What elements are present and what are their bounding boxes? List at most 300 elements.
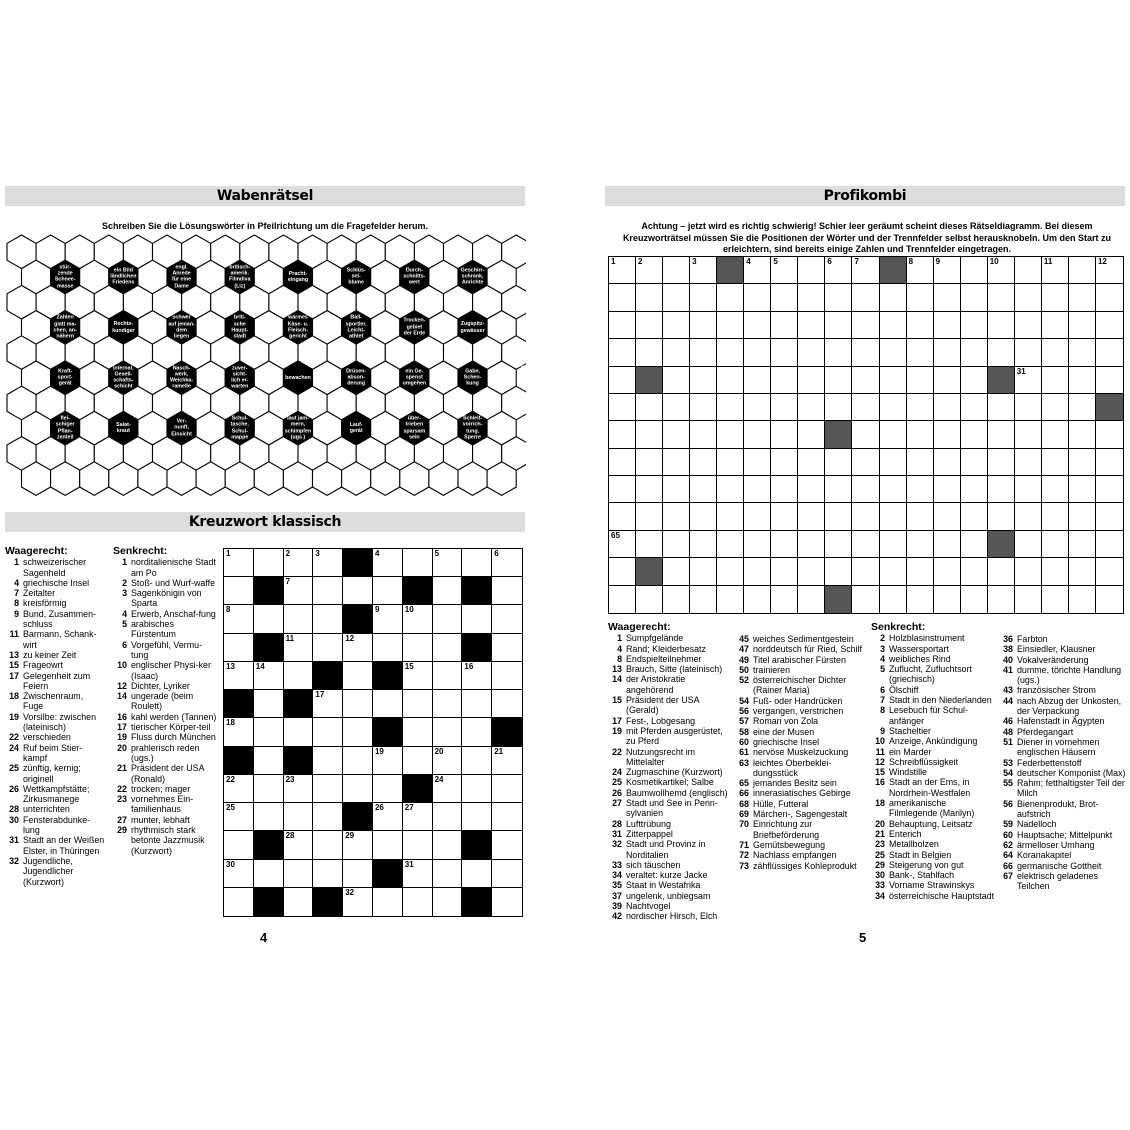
grid-cell[interactable] xyxy=(961,531,988,558)
grid-cell[interactable] xyxy=(663,339,690,366)
grid-cell[interactable] xyxy=(798,503,825,530)
grid-cell[interactable] xyxy=(1042,367,1069,394)
grid-cell[interactable] xyxy=(825,449,852,476)
grid-cell[interactable] xyxy=(492,831,522,859)
grid-cell[interactable] xyxy=(1096,421,1123,448)
grid-cell[interactable] xyxy=(907,531,934,558)
grid-cell[interactable] xyxy=(798,449,825,476)
grid-cell[interactable] xyxy=(609,449,636,476)
grid-cell[interactable] xyxy=(771,257,798,284)
grid-cell[interactable] xyxy=(1069,312,1096,339)
grid-cell[interactable] xyxy=(313,634,343,662)
grid-cell[interactable] xyxy=(1069,284,1096,311)
grid-cell[interactable] xyxy=(717,312,744,339)
grid-cell[interactable] xyxy=(744,394,771,421)
grid-cell[interactable] xyxy=(1015,476,1042,503)
grid-cell[interactable] xyxy=(961,312,988,339)
grid-cell[interactable] xyxy=(1015,394,1042,421)
grid-cell[interactable] xyxy=(988,284,1015,311)
grid-cell[interactable] xyxy=(717,476,744,503)
grid-cell[interactable] xyxy=(254,662,284,690)
grid-cell[interactable] xyxy=(934,449,961,476)
grid-cell[interactable] xyxy=(343,747,373,775)
grid-cell[interactable] xyxy=(907,449,934,476)
grid-cell[interactable] xyxy=(988,503,1015,530)
grid-cell[interactable] xyxy=(717,586,744,613)
grid-cell[interactable] xyxy=(492,803,522,831)
grid-cell[interactable] xyxy=(825,367,852,394)
grid-cell[interactable] xyxy=(1015,257,1042,284)
grid-cell[interactable] xyxy=(961,449,988,476)
grid-cell[interactable] xyxy=(492,634,522,662)
grid-cell[interactable] xyxy=(1042,449,1069,476)
grid-cell[interactable] xyxy=(284,860,314,888)
grid-cell[interactable] xyxy=(433,577,463,605)
grid-cell[interactable] xyxy=(771,421,798,448)
grid-cell[interactable] xyxy=(663,284,690,311)
grid-cell[interactable] xyxy=(343,888,373,916)
grid-cell[interactable] xyxy=(690,367,717,394)
grid-cell[interactable] xyxy=(880,531,907,558)
grid-cell[interactable] xyxy=(961,394,988,421)
grid-cell[interactable] xyxy=(934,394,961,421)
grid-cell[interactable] xyxy=(609,394,636,421)
grid-cell[interactable] xyxy=(663,476,690,503)
grid-cell[interactable] xyxy=(907,257,934,284)
grid-cell[interactable] xyxy=(690,558,717,585)
grid-cell[interactable] xyxy=(880,558,907,585)
grid-cell[interactable] xyxy=(433,775,463,803)
grid-cell[interactable] xyxy=(825,476,852,503)
grid-cell[interactable] xyxy=(961,476,988,503)
grid-cell[interactable] xyxy=(1042,531,1069,558)
grid-cell[interactable] xyxy=(373,605,403,633)
grid-cell[interactable] xyxy=(1042,339,1069,366)
grid-cell[interactable] xyxy=(224,831,254,859)
grid-cell[interactable] xyxy=(492,549,522,577)
grid-cell[interactable] xyxy=(284,549,314,577)
grid-cell[interactable] xyxy=(313,860,343,888)
grid-cell[interactable] xyxy=(825,284,852,311)
grid-cell[interactable] xyxy=(744,449,771,476)
grid-cell[interactable] xyxy=(224,860,254,888)
grid-cell[interactable] xyxy=(988,421,1015,448)
grid-cell[interactable] xyxy=(663,531,690,558)
grid-cell[interactable] xyxy=(284,605,314,633)
grid-cell[interactable] xyxy=(492,662,522,690)
grid-cell[interactable] xyxy=(852,449,879,476)
grid-cell[interactable] xyxy=(771,558,798,585)
grid-cell[interactable] xyxy=(744,312,771,339)
grid-cell[interactable] xyxy=(224,775,254,803)
grid-cell[interactable] xyxy=(880,394,907,421)
grid-cell[interactable] xyxy=(744,476,771,503)
grid-cell[interactable] xyxy=(403,747,433,775)
grid-cell[interactable] xyxy=(313,718,343,746)
grid-cell[interactable] xyxy=(717,531,744,558)
grid-cell[interactable] xyxy=(880,449,907,476)
grid-cell[interactable] xyxy=(880,586,907,613)
grid-cell[interactable] xyxy=(433,831,463,859)
grid-cell[interactable] xyxy=(1096,312,1123,339)
grid-cell[interactable] xyxy=(313,577,343,605)
grid-cell[interactable] xyxy=(373,888,403,916)
grid-cell[interactable] xyxy=(224,718,254,746)
grid-cell[interactable] xyxy=(1015,531,1042,558)
grid-cell[interactable] xyxy=(492,860,522,888)
grid-cell[interactable] xyxy=(690,531,717,558)
grid-cell[interactable] xyxy=(1042,558,1069,585)
grid-cell[interactable] xyxy=(1015,558,1042,585)
grid-cell[interactable] xyxy=(825,558,852,585)
grid-cell[interactable] xyxy=(609,531,636,558)
grid-cell[interactable] xyxy=(462,605,492,633)
grid-cell[interactable] xyxy=(798,284,825,311)
grid-cell[interactable] xyxy=(825,503,852,530)
grid-cell[interactable] xyxy=(313,690,343,718)
grid-cell[interactable] xyxy=(1015,339,1042,366)
grid-cell[interactable] xyxy=(798,558,825,585)
grid-cell[interactable] xyxy=(373,747,403,775)
grid-cell[interactable] xyxy=(433,803,463,831)
grid-cell[interactable] xyxy=(609,312,636,339)
grid-cell[interactable] xyxy=(988,476,1015,503)
grid-cell[interactable] xyxy=(771,449,798,476)
grid-cell[interactable] xyxy=(1015,449,1042,476)
grid-cell[interactable] xyxy=(313,605,343,633)
grid-cell[interactable] xyxy=(609,257,636,284)
grid-cell[interactable] xyxy=(663,312,690,339)
grid-cell[interactable] xyxy=(1015,586,1042,613)
grid-cell[interactable] xyxy=(663,586,690,613)
grid-cell[interactable] xyxy=(771,284,798,311)
grid-cell[interactable] xyxy=(609,339,636,366)
grid-cell[interactable] xyxy=(373,775,403,803)
grid-cell[interactable] xyxy=(771,312,798,339)
grid-cell[interactable] xyxy=(690,476,717,503)
grid-cell[interactable] xyxy=(636,339,663,366)
grid-cell[interactable] xyxy=(1069,257,1096,284)
grid-cell[interactable] xyxy=(609,586,636,613)
grid-cell[interactable] xyxy=(988,312,1015,339)
grid-cell[interactable] xyxy=(907,586,934,613)
grid-cell[interactable] xyxy=(284,888,314,916)
grid-cell[interactable] xyxy=(852,421,879,448)
grid-cell[interactable] xyxy=(907,312,934,339)
grid-cell[interactable] xyxy=(880,476,907,503)
grid-cell[interactable] xyxy=(663,558,690,585)
grid-cell[interactable] xyxy=(880,339,907,366)
grid-cell[interactable] xyxy=(690,339,717,366)
grid-cell[interactable] xyxy=(771,476,798,503)
grid-cell[interactable] xyxy=(313,831,343,859)
grid-cell[interactable] xyxy=(1096,339,1123,366)
grid-cell[interactable] xyxy=(224,577,254,605)
grid-cell[interactable] xyxy=(798,531,825,558)
grid-cell[interactable] xyxy=(313,775,343,803)
grid-cell[interactable] xyxy=(934,558,961,585)
grid-cell[interactable] xyxy=(880,284,907,311)
grid-cell[interactable] xyxy=(343,831,373,859)
grid-cell[interactable] xyxy=(224,888,254,916)
grid-cell[interactable] xyxy=(284,718,314,746)
grid-cell[interactable] xyxy=(934,531,961,558)
grid-cell[interactable] xyxy=(717,367,744,394)
grid-cell[interactable] xyxy=(907,476,934,503)
grid-cell[interactable] xyxy=(609,421,636,448)
grid-cell[interactable] xyxy=(433,690,463,718)
grid-cell[interactable] xyxy=(1042,394,1069,421)
grid-cell[interactable] xyxy=(462,662,492,690)
grid-cell[interactable] xyxy=(744,421,771,448)
grid-cell[interactable] xyxy=(798,367,825,394)
grid-cell[interactable] xyxy=(852,312,879,339)
grid-cell[interactable] xyxy=(462,718,492,746)
grid-cell[interactable] xyxy=(690,449,717,476)
grid-cell[interactable] xyxy=(1096,257,1123,284)
grid-cell[interactable] xyxy=(961,558,988,585)
grid-cell[interactable] xyxy=(254,605,284,633)
grid-cell[interactable] xyxy=(934,367,961,394)
grid-cell[interactable] xyxy=(313,803,343,831)
grid-cell[interactable] xyxy=(433,888,463,916)
grid-cell[interactable] xyxy=(852,503,879,530)
grid-cell[interactable] xyxy=(934,503,961,530)
grid-cell[interactable] xyxy=(663,367,690,394)
grid-cell[interactable] xyxy=(1042,476,1069,503)
grid-cell[interactable] xyxy=(492,690,522,718)
grid-cell[interactable] xyxy=(403,803,433,831)
grid-cell[interactable] xyxy=(771,367,798,394)
grid-cell[interactable] xyxy=(609,476,636,503)
grid-cell[interactable] xyxy=(1069,503,1096,530)
grid-cell[interactable] xyxy=(825,394,852,421)
grid-cell[interactable] xyxy=(433,860,463,888)
grid-cell[interactable] xyxy=(1015,421,1042,448)
grid-cell[interactable] xyxy=(1096,284,1123,311)
grid-cell[interactable] xyxy=(1042,503,1069,530)
grid-cell[interactable] xyxy=(1096,586,1123,613)
grid-cell[interactable] xyxy=(771,503,798,530)
grid-cell[interactable] xyxy=(663,449,690,476)
grid-cell[interactable] xyxy=(373,803,403,831)
grid-cell[interactable] xyxy=(1069,531,1096,558)
grid-cell[interactable] xyxy=(1096,476,1123,503)
grid-cell[interactable] xyxy=(690,421,717,448)
grid-cell[interactable] xyxy=(343,775,373,803)
grid-cell[interactable] xyxy=(433,718,463,746)
grid-cell[interactable] xyxy=(798,394,825,421)
grid-cell[interactable] xyxy=(907,339,934,366)
grid-cell[interactable] xyxy=(1042,312,1069,339)
grid-cell[interactable] xyxy=(907,421,934,448)
grid-cell[interactable] xyxy=(462,690,492,718)
grid-cell[interactable] xyxy=(433,549,463,577)
grid-cell[interactable] xyxy=(880,503,907,530)
grid-cell[interactable] xyxy=(1015,284,1042,311)
grid-cell[interactable] xyxy=(1069,476,1096,503)
grid-cell[interactable] xyxy=(934,284,961,311)
grid-cell[interactable] xyxy=(663,503,690,530)
grid-cell[interactable] xyxy=(988,257,1015,284)
grid-cell[interactable] xyxy=(798,339,825,366)
grid-cell[interactable] xyxy=(492,577,522,605)
grid-cell[interactable] xyxy=(907,503,934,530)
grid-cell[interactable] xyxy=(961,339,988,366)
grid-cell[interactable] xyxy=(744,503,771,530)
grid-cell[interactable] xyxy=(825,257,852,284)
grid-cell[interactable] xyxy=(1069,421,1096,448)
grid-cell[interactable] xyxy=(492,747,522,775)
grid-cell[interactable] xyxy=(403,888,433,916)
grid-cell[interactable] xyxy=(462,775,492,803)
grid-cell[interactable] xyxy=(636,531,663,558)
grid-cell[interactable] xyxy=(907,558,934,585)
grid-cell[interactable] xyxy=(690,503,717,530)
grid-cell[interactable] xyxy=(343,662,373,690)
grid-cell[interactable] xyxy=(636,503,663,530)
grid-cell[interactable] xyxy=(690,284,717,311)
grid-cell[interactable] xyxy=(343,690,373,718)
grid-cell[interactable] xyxy=(636,257,663,284)
grid-cell[interactable] xyxy=(224,634,254,662)
grid-cell[interactable] xyxy=(403,634,433,662)
grid-cell[interactable] xyxy=(880,421,907,448)
grid-cell[interactable] xyxy=(636,476,663,503)
grid-cell[interactable] xyxy=(403,605,433,633)
grid-cell[interactable] xyxy=(852,339,879,366)
grid-cell[interactable] xyxy=(492,888,522,916)
grid-cell[interactable] xyxy=(825,339,852,366)
grid-cell[interactable] xyxy=(373,577,403,605)
grid-cell[interactable] xyxy=(492,605,522,633)
grid-cell[interactable] xyxy=(254,549,284,577)
grid-cell[interactable] xyxy=(852,586,879,613)
grid-cell[interactable] xyxy=(1069,449,1096,476)
grid-cell[interactable] xyxy=(798,257,825,284)
grid-cell[interactable] xyxy=(284,775,314,803)
grid-cell[interactable] xyxy=(771,586,798,613)
grid-cell[interactable] xyxy=(254,747,284,775)
grid-cell[interactable] xyxy=(462,549,492,577)
grid-cell[interactable] xyxy=(1015,503,1042,530)
grid-cell[interactable] xyxy=(717,284,744,311)
grid-cell[interactable] xyxy=(852,531,879,558)
grid-cell[interactable] xyxy=(433,662,463,690)
grid-cell[interactable] xyxy=(224,803,254,831)
grid-cell[interactable] xyxy=(717,558,744,585)
grid-cell[interactable] xyxy=(961,257,988,284)
grid-cell[interactable] xyxy=(1096,558,1123,585)
grid-cell[interactable] xyxy=(907,394,934,421)
grid-cell[interactable] xyxy=(284,803,314,831)
grid-cell[interactable] xyxy=(663,421,690,448)
grid-cell[interactable] xyxy=(771,394,798,421)
grid-cell[interactable] xyxy=(717,394,744,421)
grid-cell[interactable] xyxy=(462,747,492,775)
grid-cell[interactable] xyxy=(224,662,254,690)
grid-cell[interactable] xyxy=(609,284,636,311)
grid-cell[interactable] xyxy=(462,803,492,831)
grid-cell[interactable] xyxy=(403,718,433,746)
grid-cell[interactable] xyxy=(934,421,961,448)
grid-cell[interactable] xyxy=(433,634,463,662)
grid-cell[interactable] xyxy=(934,312,961,339)
grid-cell[interactable] xyxy=(852,558,879,585)
grid-cell[interactable] xyxy=(1015,367,1042,394)
grid-cell[interactable] xyxy=(636,394,663,421)
grid-cell[interactable] xyxy=(284,662,314,690)
grid-cell[interactable] xyxy=(717,421,744,448)
grid-cell[interactable] xyxy=(961,367,988,394)
grid-cell[interactable] xyxy=(403,860,433,888)
grid-cell[interactable] xyxy=(373,549,403,577)
grid-cell[interactable] xyxy=(961,284,988,311)
grid-cell[interactable] xyxy=(934,476,961,503)
grid-cell[interactable] xyxy=(433,605,463,633)
grid-cell[interactable] xyxy=(907,367,934,394)
grid-cell[interactable] xyxy=(254,690,284,718)
grid-cell[interactable] xyxy=(1042,421,1069,448)
grid-cell[interactable] xyxy=(373,634,403,662)
grid-cell[interactable] xyxy=(852,476,879,503)
grid-cell[interactable] xyxy=(224,605,254,633)
grid-cell[interactable] xyxy=(988,558,1015,585)
grid-cell[interactable] xyxy=(403,662,433,690)
grid-cell[interactable] xyxy=(1069,339,1096,366)
grid-cell[interactable] xyxy=(717,449,744,476)
grid-cell[interactable] xyxy=(961,586,988,613)
grid-cell[interactable] xyxy=(254,860,284,888)
grid-cell[interactable] xyxy=(1096,367,1123,394)
grid-cell[interactable] xyxy=(492,775,522,803)
grid-cell[interactable] xyxy=(798,476,825,503)
grid-cell[interactable] xyxy=(852,367,879,394)
grid-cell[interactable] xyxy=(1042,257,1069,284)
grid-cell[interactable] xyxy=(744,284,771,311)
grid-cell[interactable] xyxy=(961,503,988,530)
grid-cell[interactable] xyxy=(636,284,663,311)
grid-cell[interactable] xyxy=(1042,586,1069,613)
grid-cell[interactable] xyxy=(934,339,961,366)
grid-cell[interactable] xyxy=(1069,558,1096,585)
grid-cell[interactable] xyxy=(636,312,663,339)
grid-cell[interactable] xyxy=(907,284,934,311)
grid-cell[interactable] xyxy=(403,690,433,718)
grid-cell[interactable] xyxy=(744,558,771,585)
grid-cell[interactable] xyxy=(254,803,284,831)
grid-cell[interactable] xyxy=(852,257,879,284)
grid-cell[interactable] xyxy=(1096,531,1123,558)
grid-cell[interactable] xyxy=(343,860,373,888)
grid-cell[interactable] xyxy=(961,421,988,448)
grid-cell[interactable] xyxy=(988,449,1015,476)
grid-cell[interactable] xyxy=(462,860,492,888)
grid-cell[interactable] xyxy=(798,586,825,613)
grid-cell[interactable] xyxy=(880,367,907,394)
grid-cell[interactable] xyxy=(880,312,907,339)
grid-cell[interactable] xyxy=(717,339,744,366)
grid-cell[interactable] xyxy=(284,634,314,662)
grid-cell[interactable] xyxy=(284,831,314,859)
grid-cell[interactable] xyxy=(636,586,663,613)
grid-cell[interactable] xyxy=(771,531,798,558)
grid-cell[interactable] xyxy=(825,531,852,558)
grid-cell[interactable] xyxy=(934,586,961,613)
grid-cell[interactable] xyxy=(609,367,636,394)
grid-cell[interactable] xyxy=(343,718,373,746)
grid-cell[interactable] xyxy=(744,367,771,394)
